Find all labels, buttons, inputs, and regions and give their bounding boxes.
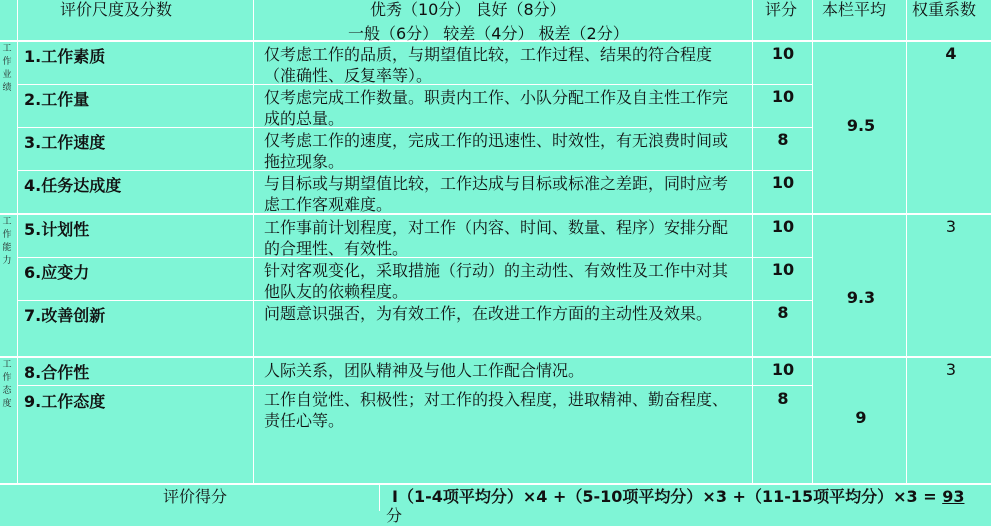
- category-weight-ability: 3: [945, 217, 957, 236]
- header-weight: 权重系数: [912, 0, 977, 19]
- item-desc-4: 与目标或与期望值比较，工作达成与目标或标准之差距，同时应考虑工作客观难度。: [264, 174, 729, 214]
- item-name-9: 9.工作态度: [24, 392, 106, 411]
- item-name-7: 7.改善创新: [24, 306, 106, 325]
- header-score: 评分: [765, 0, 798, 19]
- item-name-4: 4.任务达成度: [24, 176, 122, 195]
- item-desc-3: 仅考虑工作的速度，完成工作的迅速性、时效性，有无浪费时间或拖拉现象。: [264, 131, 729, 171]
- item-name-8: 8.合作性: [24, 363, 90, 382]
- category-label-performance: 工作业绩: [2, 44, 12, 93]
- item-score-3: 8: [777, 130, 789, 149]
- item-desc-8: 人际关系，团队精神及与他人工作配合情况。: [264, 361, 585, 380]
- total-score-label: 评价得分: [163, 487, 228, 506]
- item-score-2: 10: [771, 87, 795, 106]
- category-weight-attitude: 3: [945, 360, 957, 379]
- item-desc-5: 工作事前计划程度，对工作（内容、时间、数量、程序）安排分配的合理性、有效性。: [264, 218, 729, 258]
- item-name-2: 2.工作量: [24, 90, 90, 109]
- item-name-3: 3.工作速度: [24, 133, 106, 152]
- category-average-attitude: 9: [855, 408, 867, 427]
- formula-text: Ⅰ（1-4项平均分）×4 +（5-10项平均分）×3 +（11-15项平均分）×3 =: [392, 487, 943, 506]
- total-score-value: 93: [942, 487, 965, 506]
- category-average-performance: 9.5: [846, 116, 876, 135]
- item-desc-2: 仅考虑完成工作数量。职责内工作、小队分配工作及自主性工作完成的总量。: [264, 88, 729, 128]
- category-label-ability: 工作能力: [2, 217, 12, 266]
- formula-overflow-unit: 分: [386, 506, 403, 525]
- header-column-average: 本栏平均: [822, 0, 887, 19]
- item-desc-9: 工作自觉性、积极性；对工作的投入程度，进取精神、勤奋程度、责任心等。: [264, 390, 729, 430]
- item-score-6: 10: [771, 260, 795, 279]
- item-desc-7: 问题意识强否，为有效工作，在改进工作方面的主动性及效果。: [264, 304, 713, 323]
- item-desc-1: 仅考虑工作的品质，与期望值比较，工作过程、结果的符合程度（准确性、反复率等）。: [264, 45, 713, 85]
- category-weight-performance: 4: [945, 44, 957, 63]
- category-average-ability: 9.3: [846, 288, 876, 307]
- item-name-1: 1.工作素质: [24, 47, 106, 66]
- header-levels-line2: 一般（6分） 较差（4分） 极差（2分）: [348, 24, 629, 43]
- item-name-6: 6.应变力: [24, 263, 90, 282]
- header-levels-line1: 优秀（10分） 良好（8分）: [370, 0, 566, 19]
- item-name-5: 5.计划性: [24, 220, 90, 239]
- category-label-attitude: 工作态度: [2, 360, 12, 409]
- item-score-1: 10: [771, 44, 795, 63]
- item-desc-6: 针对客观变化，采取措施（行动）的主动性、有效性及工作中对其他队友的依赖程度。: [264, 261, 729, 301]
- total-score-formula: [392, 484, 964, 507]
- item-score-8: 10: [771, 360, 795, 379]
- item-score-4: 10: [771, 173, 795, 192]
- item-score-5: 10: [771, 217, 795, 236]
- item-score-7: 8: [777, 303, 789, 322]
- item-score-9: 8: [777, 389, 789, 408]
- header-scale-label: 评价尺度及分数: [60, 0, 173, 19]
